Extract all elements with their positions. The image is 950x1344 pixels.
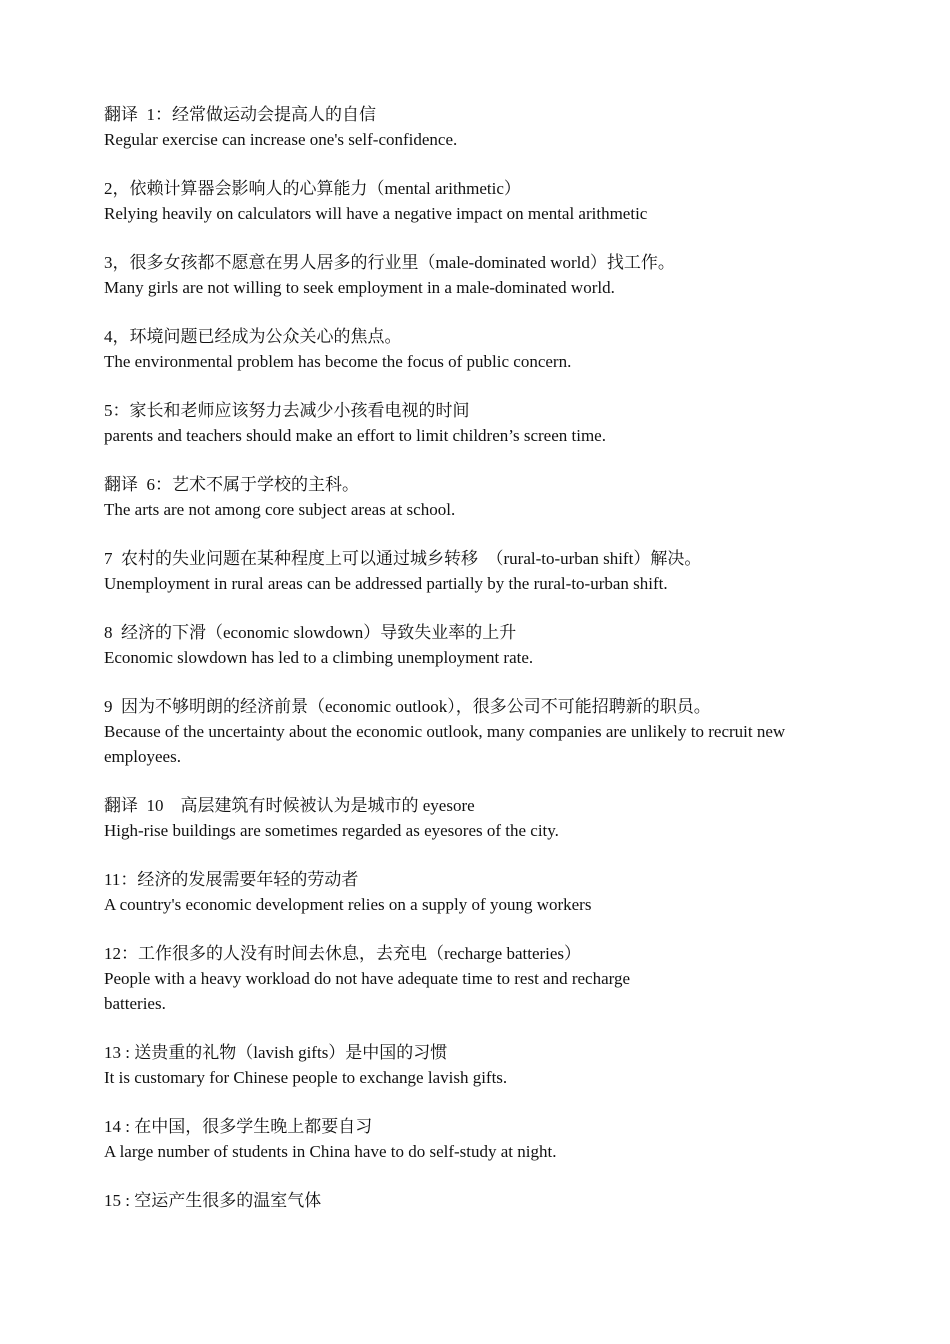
chinese-sentence: 12：工作很多的人没有时间去休息，去充电（recharge batteries） xyxy=(104,944,582,963)
chinese-sentence: 翻译 10 高层建筑有时候被认为是城市的 eyesore xyxy=(104,796,475,815)
list-item xyxy=(104,1040,824,1090)
list-item xyxy=(104,398,824,448)
chinese-sentence: 7 农村的失业问题在某种程度上可以通过城乡转移 （rural-to-urban shift）解决。 xyxy=(104,549,702,568)
list-item xyxy=(104,176,824,226)
chinese-sentence: 翻译 1：经常做运动会提高人的自信 xyxy=(104,105,376,124)
translation-list xyxy=(104,102,824,1237)
english-translation: Relying heavily on calculators will have a negative impact on mental arithmetic xyxy=(104,204,648,223)
english-translation: The arts are not among core subject areas at school. xyxy=(104,500,456,519)
list-item xyxy=(104,250,824,300)
list-item xyxy=(104,941,824,1016)
chinese-sentence: 9 因为不够明朗的经济前景（economic outlook），很多公司不可能招聘新的职员。 xyxy=(104,697,711,716)
chinese-sentence: 15 : 空运产生很多的温室气体 xyxy=(104,1191,322,1210)
english-translation: A country's economic development relies on a supply of young workers xyxy=(104,895,592,914)
english-translation: High-rise buildings are sometimes regarded as eyesores of the city. xyxy=(104,821,559,840)
list-item xyxy=(104,324,824,374)
english-translation: Economic slowdown has led to a climbing unemployment rate. xyxy=(104,648,534,667)
list-item xyxy=(104,472,824,522)
list-item xyxy=(104,620,824,670)
chinese-sentence: 14 : 在中国，很多学生晚上都要自习 xyxy=(104,1117,373,1136)
chinese-sentence: 11：经济的发展需要年轻的劳动者 xyxy=(104,870,359,889)
chinese-sentence: 2，依赖计算器会影响人的心算能力（mental arithmetic） xyxy=(104,179,521,198)
english-translation: The environmental problem has become the focus of public concern. xyxy=(104,352,572,371)
list-item xyxy=(104,546,824,596)
list-item xyxy=(104,1188,824,1213)
chinese-sentence: 翻译 6：艺术不属于学校的主科。 xyxy=(104,475,359,494)
chinese-sentence: 3，很多女孩都不愿意在男人居多的行业里（male-dominated world）找工作。 xyxy=(104,253,675,272)
english-translation: It is customary for Chinese people to exchange lavish gifts. xyxy=(104,1068,508,1087)
english-translation: Unemployment in rural areas can be addressed partially by the rural-to-urban shift. xyxy=(104,574,668,593)
english-translation: People with a heavy workload do not have adequate time to rest and recharge batteries. xyxy=(104,969,631,1013)
english-translation: Regular exercise can increase one's self-confidence. xyxy=(104,130,458,149)
list-item xyxy=(104,793,824,843)
english-translation: parents and teachers should make an effort to limit children’s screen time. xyxy=(104,426,606,445)
chinese-sentence: 5：家长和老师应该努力去减少小孩看电视的时间 xyxy=(104,401,470,420)
chinese-sentence: 8 经济的下滑（economic slowdown）导致失业率的上升 xyxy=(104,623,517,642)
chinese-sentence: 4，环境问题已经成为公众关心的焦点。 xyxy=(104,327,402,346)
list-item xyxy=(104,867,824,917)
english-translation: Many girls are not willing to seek employment in a male-dominated world. xyxy=(104,278,615,297)
chinese-sentence: 13 : 送贵重的礼物（lavish gifts）是中国的习惯 xyxy=(104,1043,448,1062)
list-item xyxy=(104,1114,824,1164)
list-item xyxy=(104,102,824,152)
english-translation: A large number of students in China have to do self-study at night. xyxy=(104,1142,557,1161)
list-item xyxy=(104,694,824,769)
english-translation: Because of the uncertainty about the economic outlook, many companies are unlikely to recruit new employees. xyxy=(104,722,790,766)
